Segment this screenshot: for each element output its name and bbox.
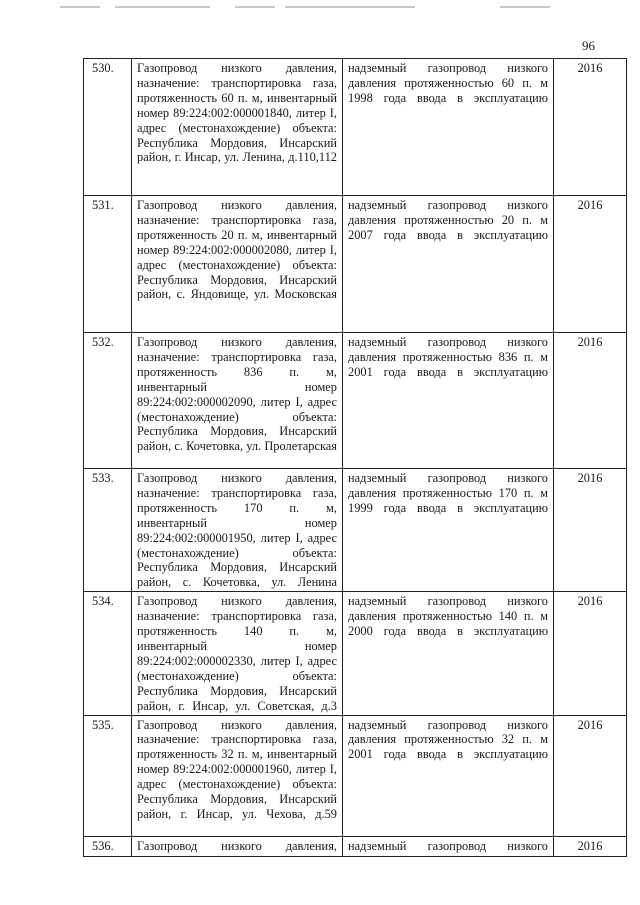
scan-artifact <box>500 6 550 8</box>
row-number: 531. <box>84 196 132 333</box>
object-description: надземный газопровод низкого давления протяженностью 32 п. м 2001 года ввода в эксплуатацию <box>343 715 554 836</box>
year: 2016 <box>554 333 627 469</box>
scan-artifact <box>115 6 210 8</box>
table-row <box>84 469 627 592</box>
scan-artifact <box>235 6 275 8</box>
scan-artifact <box>60 6 100 8</box>
object-description: надземный газопровод низкого <box>343 836 554 856</box>
row-number: 536. <box>84 836 132 856</box>
row-number: 534. <box>84 592 132 715</box>
object-description: надземный газопровод низкого давления протяженностью 20 п. м 2007 года ввода в эксплуатацию <box>343 196 554 333</box>
object-name: Газопровод низкого давления, назначение: транспортировка газа, протяженность 32 п. м, инвентарный номер 89:224:002:000001960, литер I, адрес (местонахождение) объекта: Республика Мордовия, Инсарский район, г. Инсар, ул. Чехова, д.59 <box>132 715 343 836</box>
year: 2016 <box>554 469 627 592</box>
object-name: Газопровод низкого давления, назначение: транспортировка газа, протяженность 60 п. м, инвентарный номер 89:224:002:000001840, литер I, адрес (местонахождение) объекта: Республика Мордовия, Инсарский район, г. Инсар, ул. Ленина, д.110,112 <box>132 59 343 196</box>
year: 2016 <box>554 715 627 836</box>
object-description: надземный газопровод низкого давления протяженностью 836 п. м 2001 года ввода в эксплуатацию <box>343 333 554 469</box>
object-description: надземный газопровод низкого давления протяженностью 60 п. м 1998 года ввода в эксплуатацию <box>343 59 554 196</box>
object-description: надземный газопровод низкого давления протяженностью 170 п. м 1999 года ввода в эксплуатацию <box>343 469 554 592</box>
table-row <box>84 333 627 469</box>
year: 2016 <box>554 59 627 196</box>
object-description: надземный газопровод низкого давления протяженностью 140 п. м 2000 года ввода в эксплуатацию <box>343 592 554 715</box>
year: 2016 <box>554 836 627 856</box>
year: 2016 <box>554 592 627 715</box>
table-row <box>84 715 627 836</box>
object-name: Газопровод низкого давления, назначение: транспортировка газа, протяженность 20 п. м, инвентарный номер 89:224:002:000002080, литер I, адрес (местонахождение) объекта: Республика Мордовия, Инсарский район, с. Яндовище, ул. Московская <box>132 196 343 333</box>
property-register-table <box>83 58 627 857</box>
row-number: 533. <box>84 469 132 592</box>
object-name: Газопровод низкого давления, <box>132 836 343 856</box>
year: 2016 <box>554 196 627 333</box>
row-number: 530. <box>84 59 132 196</box>
row-number: 532. <box>84 333 132 469</box>
object-name: Газопровод низкого давления, назначение: транспортировка газа, протяженность 836 п. м, инвентарный номер 89:224:002:000002090, литер I, адрес (местонахождение) объекта: Республика Мордовия, Инсарский район, с. Кочетовка, ул. Пролетарская <box>132 333 343 469</box>
table-row <box>84 592 627 715</box>
page-number: 96 <box>582 38 595 53</box>
table-row <box>84 196 627 333</box>
table-row <box>84 59 627 196</box>
row-number: 535. <box>84 715 132 836</box>
object-name: Газопровод низкого давления, назначение: транспортировка газа, протяженность 170 п. м, инвентарный номер 89:224:002:000001950, литер I, адрес (местонахождение) объекта: Республика Мордовия, Инсарский район, с. Кочетовка, ул. Ленина <box>132 469 343 592</box>
scan-artifact <box>285 6 415 8</box>
object-name: Газопровод низкого давления, назначение: транспортировка газа, протяженность 140 п. м, инвентарный номер 89:224:002:000002330, литер I, адрес (местонахождение) объекта: Республика Мордовия, Инсарский район, г. Инсар, ул. Советская, д.3 <box>132 592 343 715</box>
table-row <box>84 836 627 856</box>
